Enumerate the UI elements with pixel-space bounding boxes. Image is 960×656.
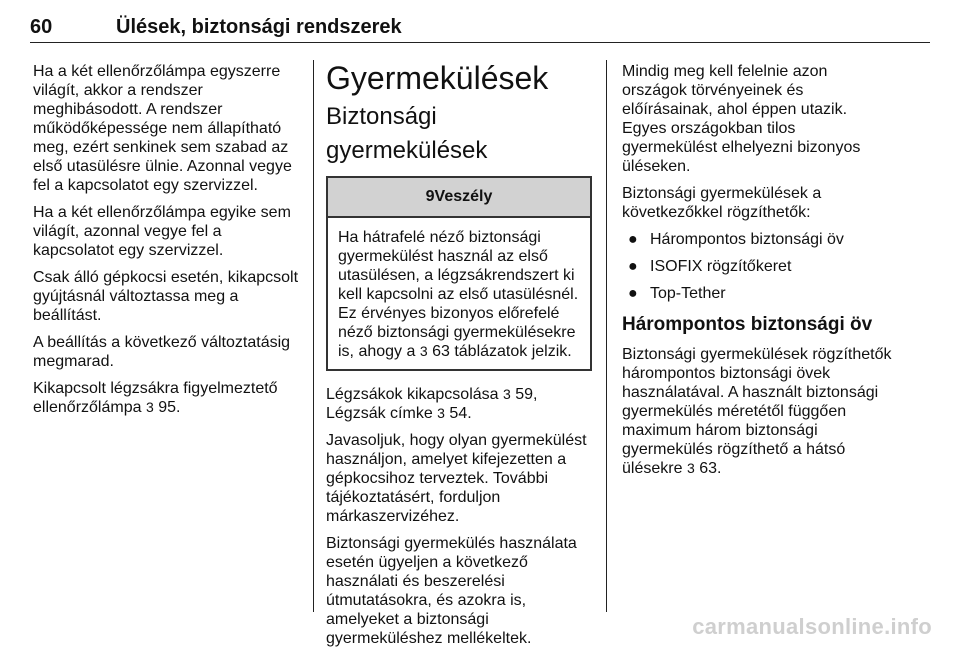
list-item bbox=[622, 230, 892, 249]
column-divider bbox=[313, 60, 314, 612]
warning-text: Ha hátrafelé néző biztonsági gyermekülést használ az első utasülésen, a légzsákrendszert ki kell kapcsolni az első utasülésnél. Ez érvényes bizonyos előrefelé néző biztonsági gyermekülésekre is, ahogy a bbox=[338, 229, 579, 360]
paragraph-text: Légzsák címke bbox=[326, 405, 433, 422]
list-item-text: Hárompontos biztonsági öv bbox=[650, 231, 844, 248]
paragraph-text: Kikapcsolt légzsákra figyelmeztető ellenőrzőlámpa bbox=[33, 380, 278, 416]
column-right bbox=[622, 62, 892, 486]
page-ref-link[interactable]: 63 táblázatok jelzik. bbox=[432, 343, 572, 360]
paragraph: A beállítás a következő változtatásig megmarad. bbox=[33, 334, 291, 370]
list-item bbox=[622, 257, 892, 276]
paragraph: Javasoljuk, hogy olyan gyermekülést használjon, amelyet kifejezetten a gépkocsihoz terveztek. További tájékoztatásért, forduljon márkaszervizéhez. bbox=[326, 432, 587, 525]
watermark-footer: carmanualsonline.info bbox=[692, 614, 932, 639]
paragraph: Biztonsági gyermekülések a következőkkel rögzíthetők: bbox=[622, 185, 822, 221]
page-header bbox=[30, 12, 930, 43]
paragraph bbox=[33, 379, 305, 417]
list-item-text: Top-Tether bbox=[650, 285, 726, 302]
page-ref-link[interactable]: 54. bbox=[449, 405, 472, 422]
paragraph: Ha a két ellenőrzőlámpa egyszerre világít, akkor a rendszer meghibásodott. A rendszer működőképessége nem állapítható meg, ezért senkinek sem szabad az első utasülésre ülnie. Azonnal vegye fel a kapcsolatot egy szervizzel. bbox=[33, 63, 292, 194]
page-ref-link[interactable]: 59, bbox=[515, 386, 538, 403]
warning-body bbox=[328, 218, 590, 369]
subsection-heading: Biztonsági gyermekülések bbox=[326, 103, 488, 164]
column-divider bbox=[606, 60, 607, 612]
paragraph: Csak álló gépkocsi esetén, kikapcsolt gyújtásnál változtassa meg a beállítást. bbox=[33, 269, 299, 324]
page-number: 60 bbox=[30, 16, 53, 38]
warning-title: Veszély bbox=[434, 188, 493, 205]
warning-icon: 9 bbox=[425, 188, 435, 205]
paragraph: Mindig meg kell felelnie azon országok törvényeinek és előírásainak, ahol éppen utazik. Egyes országokban tilos gyermekülést elhelyezni bizonyos üléseken. bbox=[622, 63, 861, 175]
paragraph-text: Biztonsági gyermekülések rögzíthetők hárompontos biztonsági övek használatával. A használt biztonsági gyermekülés méretétől függően maximum három biztonsági gyermekülés rögzíthető a hátsó ülésekre bbox=[622, 346, 892, 477]
page-ref-icon: 3 bbox=[437, 405, 445, 421]
warning-box bbox=[326, 176, 592, 371]
bullet-icon: ● bbox=[628, 231, 638, 248]
subsection-heading: Hárompontos biztonsági öv bbox=[622, 314, 873, 335]
paragraph bbox=[326, 385, 592, 423]
page-ref-icon: 3 bbox=[503, 386, 511, 402]
paragraph: Ha a két ellenőrzőlámpa egyike sem világít, azonnal vegye fel a kapcsolatot egy szervizzel. bbox=[33, 204, 291, 259]
page-ref-icon: 3 bbox=[686, 460, 695, 476]
bullet-icon: ● bbox=[628, 258, 638, 275]
paragraph bbox=[622, 345, 892, 478]
page-ref-icon: 3 bbox=[145, 399, 154, 415]
page-title: Ülések, biztonsági rendszerek bbox=[116, 16, 402, 38]
page-ref-link[interactable]: 95. bbox=[158, 399, 181, 416]
list-item bbox=[622, 284, 892, 303]
bullet-list bbox=[622, 230, 892, 303]
list-item-text: ISOFIX rögzítőkeret bbox=[650, 258, 792, 275]
bullet-icon: ● bbox=[628, 285, 638, 302]
page-ref-icon: 3 bbox=[419, 343, 428, 359]
paragraph: Biztonsági gyermekülés használata esetén ügyeljen a következő használati és beszerelési útmutatásokra, és azokra is, amelyeket a biztonsági gyermeküléshez mellékeltek. bbox=[326, 535, 577, 647]
column-middle bbox=[326, 58, 592, 656]
column-left bbox=[33, 62, 305, 425]
paragraph-text: Légzsákok kikapcsolása bbox=[326, 386, 499, 403]
warning-header bbox=[328, 178, 590, 218]
page-ref-link[interactable]: 63. bbox=[699, 460, 722, 477]
section-heading: Gyermekülések bbox=[326, 60, 549, 96]
